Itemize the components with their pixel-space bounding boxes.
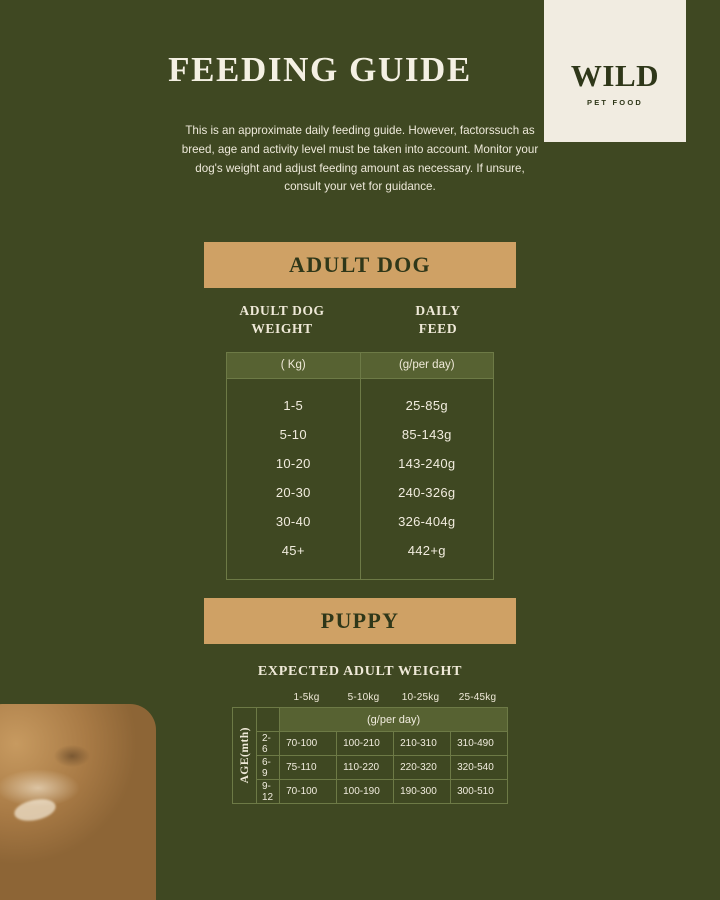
section-banner-puppy	[204, 598, 516, 644]
adult-unit-feed: (g/per day)	[398, 359, 455, 371]
page-title: FEEDING GUIDE	[168, 50, 472, 89]
table-cell: 326-404g	[398, 514, 456, 529]
adult-table-headers	[204, 302, 516, 338]
brand-tagline: PET FOOD	[587, 97, 643, 107]
section-banner-adult-dog-label: ADULT DOG	[289, 252, 431, 277]
brand-name: WILD	[570, 57, 660, 93]
table-cell: 143-240g	[398, 456, 456, 471]
table-cell: 310-490	[451, 732, 508, 756]
table-row	[257, 756, 508, 780]
table-cell: 5-10	[279, 427, 307, 442]
adult-unit-weight: ( Kg)	[227, 353, 361, 378]
adult-header-weight-line1: ADULT DOG	[239, 303, 325, 318]
puppy-age-axis-label	[232, 707, 256, 804]
adult-table-body	[227, 379, 493, 579]
puppy-col-header: 10-25kg	[401, 692, 440, 703]
puppy-col-header: 1-5kg	[293, 692, 320, 703]
table-cell: 100-190	[337, 780, 394, 804]
table-cell: 110-220	[337, 756, 394, 780]
table-cell: 25-85g	[405, 398, 448, 413]
table-cell: 100-210	[337, 732, 394, 756]
table-cell: 85-143g	[401, 427, 452, 442]
table-cell: 442+g	[407, 543, 446, 558]
table-cell: 70-100	[280, 732, 337, 756]
table-cell: 190-300	[394, 780, 451, 804]
adult-header-feed-line1: DAILY	[415, 303, 461, 318]
puppy-table	[256, 707, 508, 804]
puppy-age-cell: 6-9	[257, 756, 280, 780]
table-cell: 70-100	[280, 780, 337, 804]
puppy-col-header: 25-45kg	[458, 692, 497, 703]
adult-units-row	[227, 353, 493, 379]
table-cell: 45+	[281, 543, 305, 558]
adult-header-feed	[360, 302, 516, 338]
puppy-age-cell: 9-12	[257, 780, 280, 804]
table-cell: 10-20	[275, 456, 311, 471]
puppy-subtitle: EXPECTED ADULT WEIGHT	[257, 664, 463, 679]
section-banner-adult-dog	[204, 242, 516, 288]
section-banner-puppy-label: PUPPY	[320, 608, 400, 633]
table-cell: 320-540	[451, 756, 508, 780]
table-cell: 1-5	[283, 398, 304, 413]
table-cell: 30-40	[275, 514, 311, 529]
puppy-age-cell: 2-6	[257, 732, 280, 756]
table-cell: 20-30	[275, 485, 311, 500]
puppy-column-headers	[278, 692, 508, 707]
puppy-unit-row: (g/per day)	[280, 708, 508, 732]
adult-header-weight	[204, 302, 360, 338]
puppy-grid	[232, 707, 508, 804]
intro-paragraph: This is an approximate daily feeding guide. However, factorssuch as breed, age and activity level must be taken into account. Monitor your dog's weight and adjust feeding amount as necessary. If unsure, consult your vet for guidance.	[181, 124, 539, 194]
puppy-age-axis-text: AGE(mth)	[238, 727, 251, 784]
table-cell: 240-326g	[398, 485, 456, 500]
puppy-col-header: 5-10kg	[347, 692, 380, 703]
spacer-cell	[257, 708, 280, 732]
table-cell: 220-320	[394, 756, 451, 780]
table-cell: 300-510	[451, 780, 508, 804]
adult-header-weight-line2: WEIGHT	[251, 321, 313, 337]
adult-header-feed-line2: FEED	[418, 321, 458, 337]
adult-dog-table	[226, 352, 494, 580]
table-cell: 210-310	[394, 732, 451, 756]
adult-weight-column	[227, 379, 361, 579]
puppy-table-wrapper	[232, 692, 508, 804]
dog-photo-decoration	[0, 704, 156, 900]
table-row	[257, 780, 508, 804]
adult-feed-column	[361, 379, 494, 579]
table-cell: 75-110	[280, 756, 337, 780]
table-row	[257, 732, 508, 756]
table-row	[257, 708, 508, 732]
